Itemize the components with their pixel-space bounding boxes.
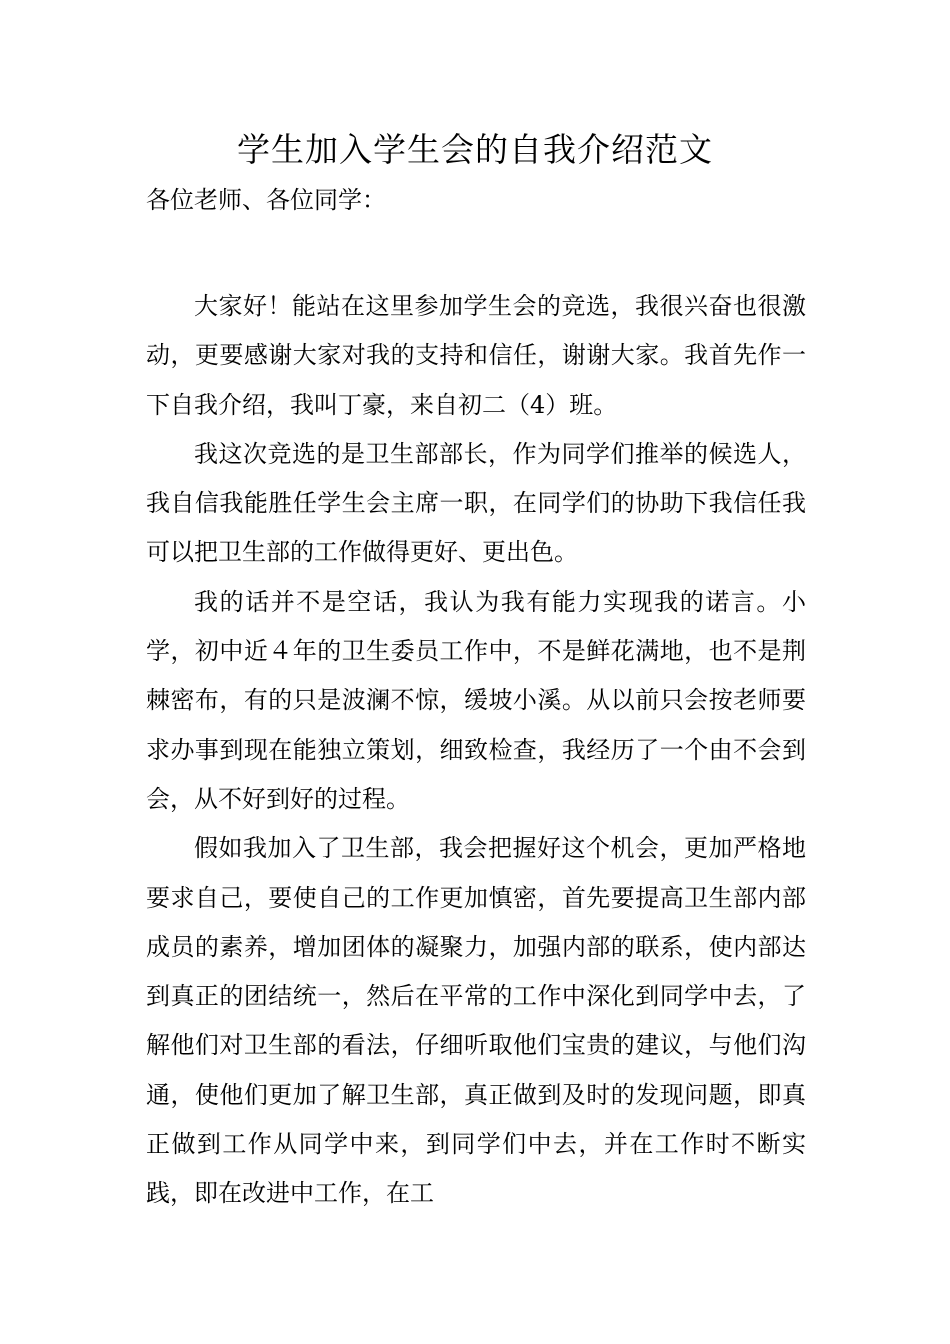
document-title: 学生加入学生会的自我介绍范文 xyxy=(237,130,713,169)
salutation: 各位老师、各位同学： xyxy=(146,186,386,214)
paragraph: 假如我加入了卫生部，我会把握好这个机会，更加严格地要求自己，要使自己的工作更加慎密，首先要提高卫生部内部成员的素养，增加团体的凝聚力，加强内部的联系，使内部达到真正的团结统一，然后在平常的工作中深化到同学中去，了解他们对卫生部的看法，仔细听取他们宝贵的建议，与他们沟通，使他们更加了解卫生部，真正做到及时的发现问题，即真正做到工作从同学中来，到同学们中去，并在工作时不断实践，即在改进中工作，在工 xyxy=(146,834,806,1208)
paragraph: 大家好！能站在这里参加学生会的竞选，我很兴奋也很激动，更要感谢大家对我的支持和信任，谢谢大家。我首先作一下自我介绍，我叫丁豪，来自初二（4）班。 xyxy=(146,292,806,419)
paragraph: 我的话并不是空话，我认为我有能力实现我的诺言。小学，初中近４年的卫生委员工作中，不是鲜花满地，也不是荆棘密布，有的只是波澜不惊，缓坡小溪。从以前只会按老师要求办事到现在能独立策划，细致检查，我经历了一个由不会到会，从不好到好的过程。 xyxy=(146,587,806,813)
document-body xyxy=(146,282,806,1219)
paragraph: 我这次竞选的是卫生部部长，作为同学们推举的候选人，我自信我能胜任学生会主席一职，在同学们的协助下我信任我可以把卫生部的工作做得更好、更出色。 xyxy=(146,439,806,567)
